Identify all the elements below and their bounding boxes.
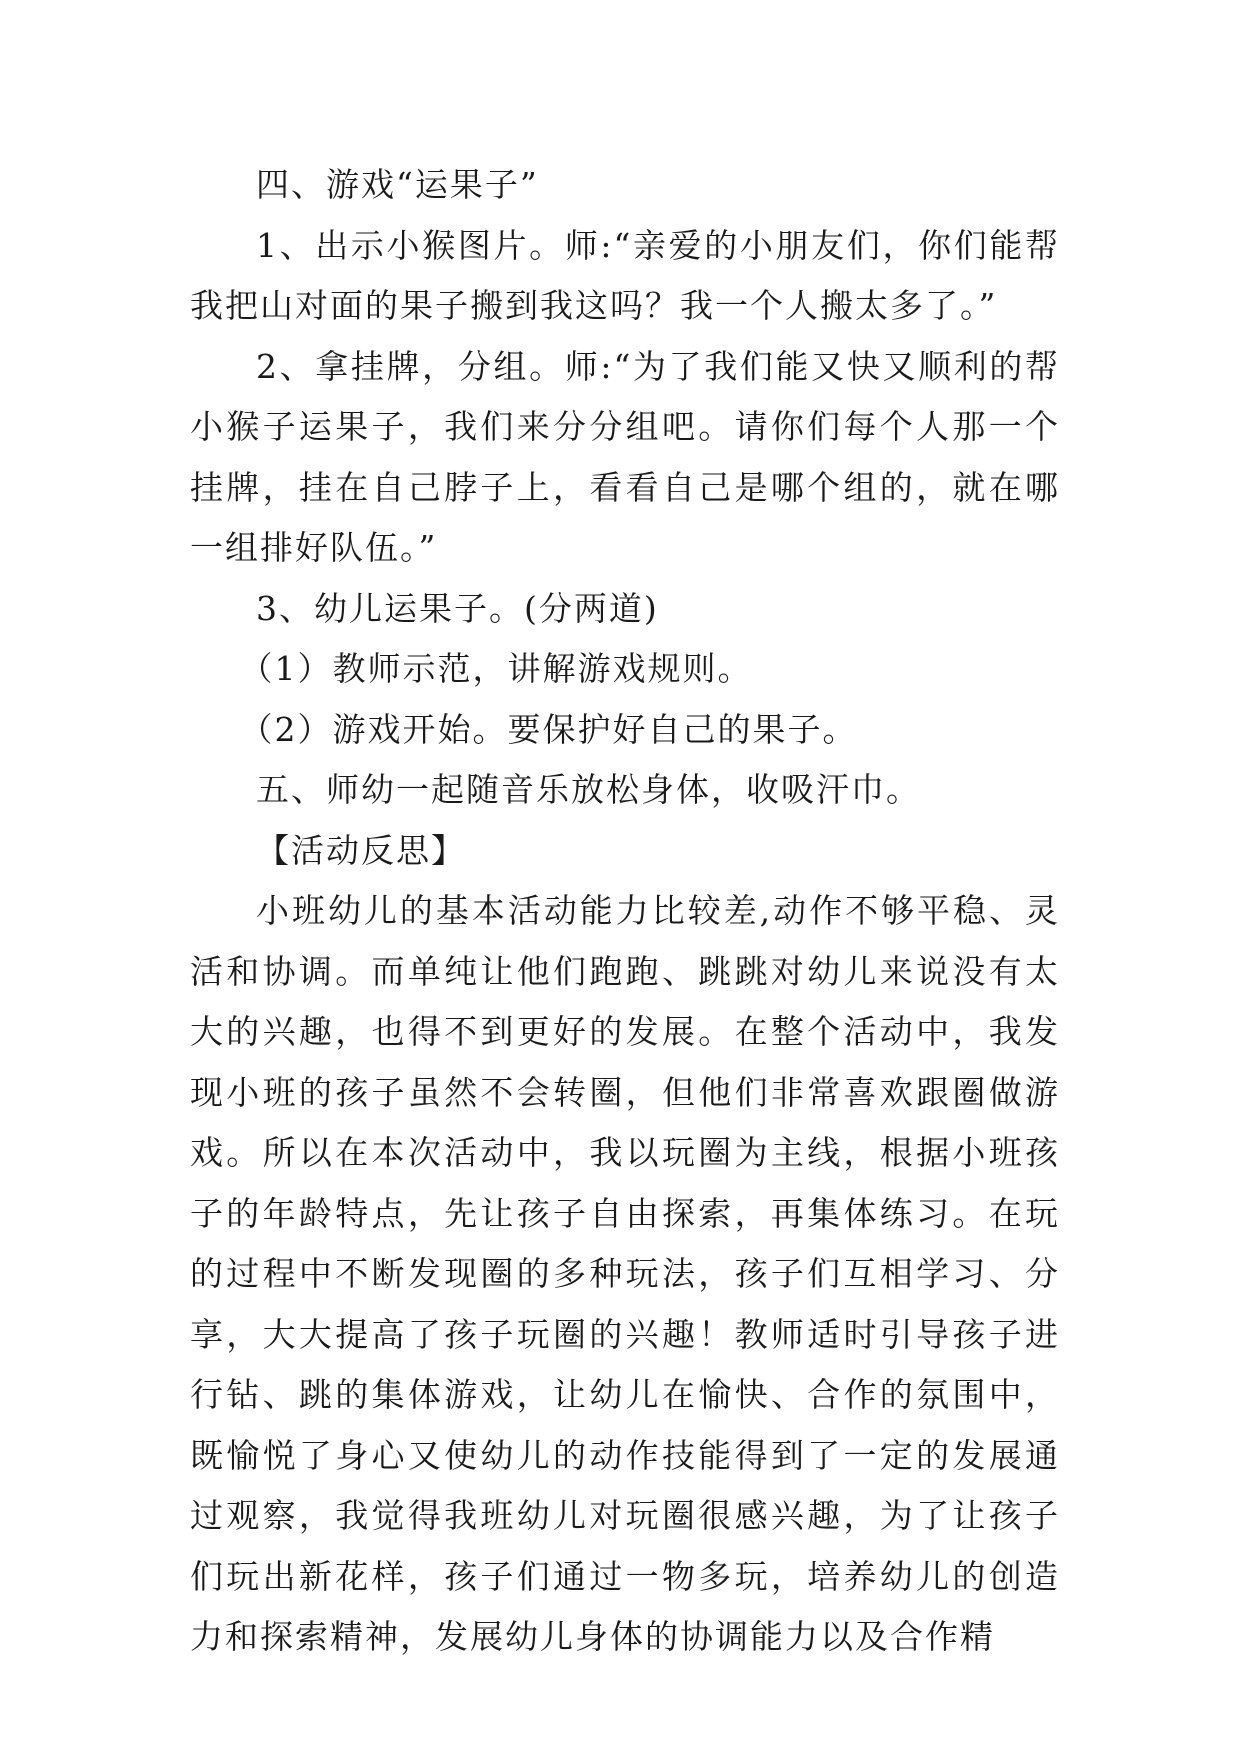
heading-relax-section: 五、师幼一起随音乐放松身体，收吸汗巾。 (256, 770, 921, 809)
step-1-paragraph: 1、出示小猴图片。师:“亲爱的小朋友们，你们能帮我把山对面的果子搬到我这吗？我一个人搬太多了。” (190, 225, 1060, 325)
document-body (190, 155, 1060, 1668)
heading-reflection: 【活动反思】 (256, 830, 466, 870)
heading-game-section: 四、游戏“运果子” (256, 165, 539, 204)
sub-step-1-paragraph: （1）教师示范，讲解游戏规则。 (239, 649, 753, 688)
reflection-paragraph: 小班幼儿的基本活动能力比较差,动作不够平稳、灵活和协调。而单纯让他们跑跑、跳跳对幼儿来说没有太大的兴趣，也得不到更好的发展。在整个活动中，我发现小班的孩子虽然不会转圈，但他们非常喜欢跟圈做游戏。所以在本次活动中，我以玩圈为主线，根据小班孩子的年龄特点，先让孩子自由探索，再集体练习。在玩的过程中不断发现圈的多种玩法，孩子们互相学习、分享，大大提高了孩子玩圈的兴趣！教师适时引导孩子进行钻、跳的集体游戏，让幼儿在愉快、合作的氛围中，既愉悦了身心又使幼儿的动作技能得到了一定的发展通过观察，我觉得我班幼儿对玩圈很感兴趣，为了让孩子们玩出新花样，孩子们通过一物多玩，培养幼儿的创造力和探索精神，发展幼儿身体的协调能力以及合作精 (190, 891, 1060, 1656)
sub-step-2-paragraph: （2）游戏开始。要保护好自己的果子。 (239, 709, 858, 749)
step-3-paragraph: 3、幼儿运果子。(分两道) (256, 588, 659, 628)
step-2-paragraph: 2、拿挂牌，分组。师:“为了我们能又快又顺利的帮小猴子运果子，我们来分分组吧。请你们每个人那一个挂牌，挂在自己脖子上，看看自己是哪个组的，就在哪一组排好队伍。” (190, 346, 1060, 567)
